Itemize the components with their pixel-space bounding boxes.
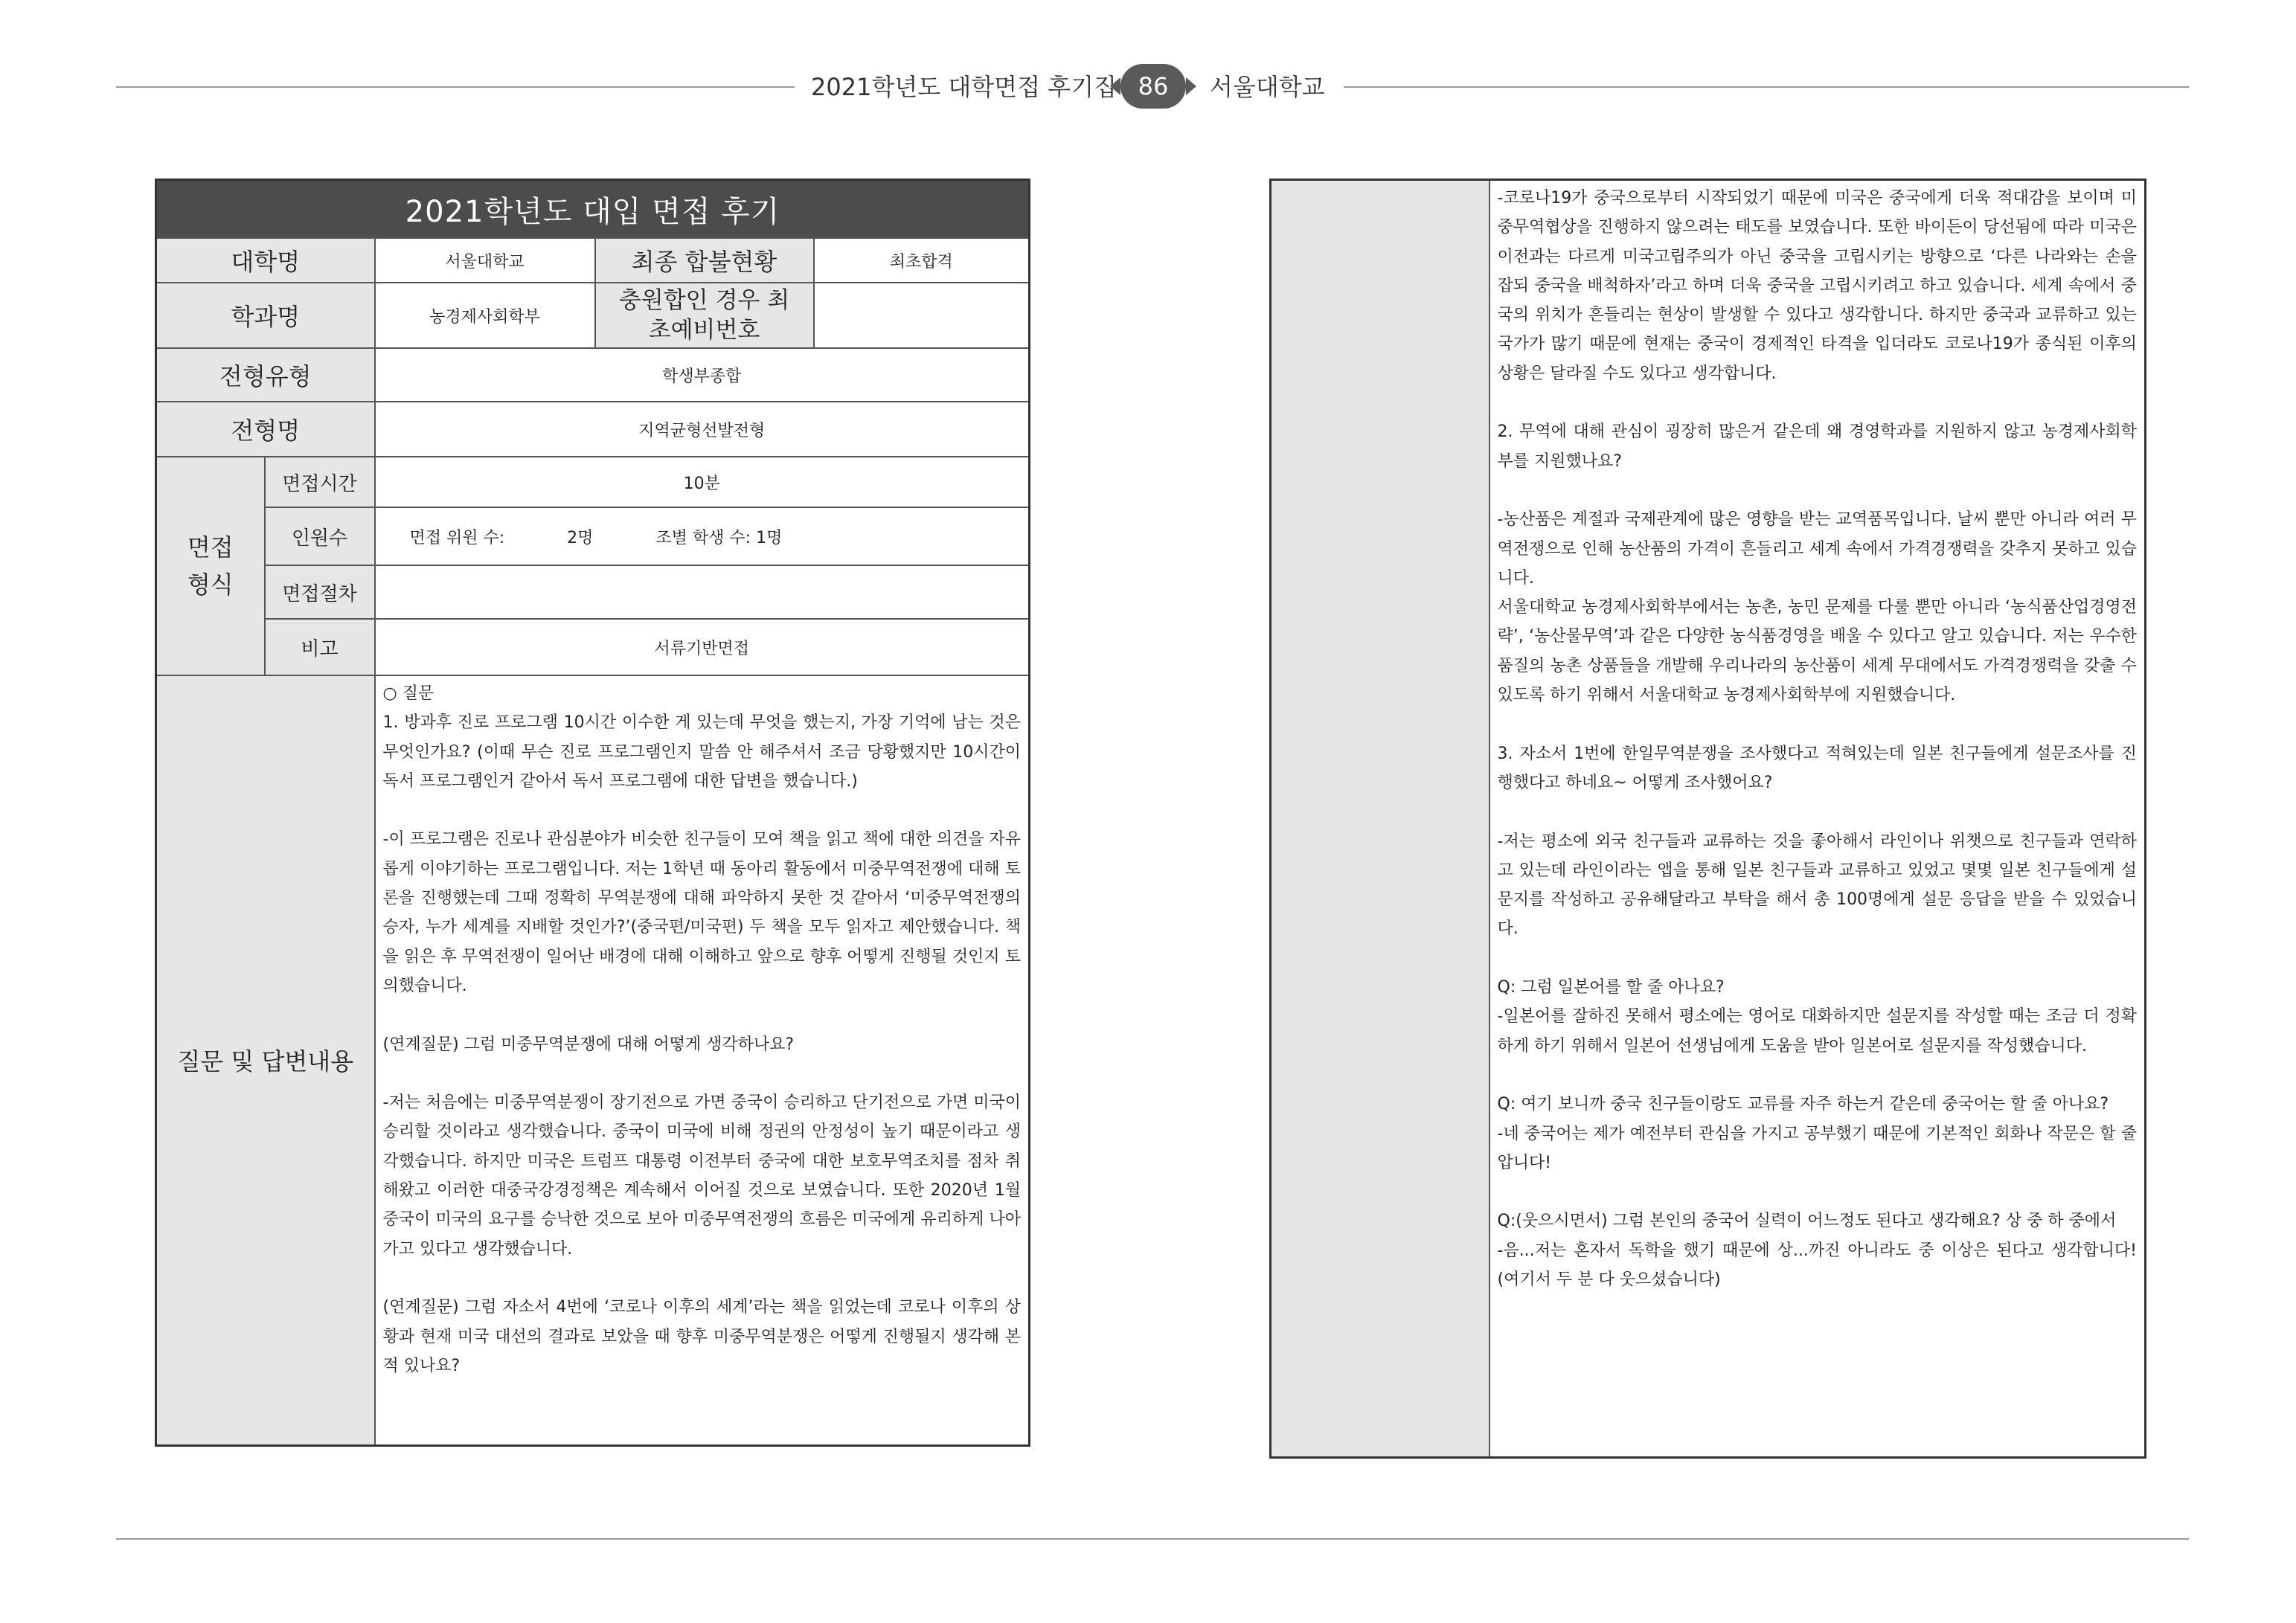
qa-paragraph: Q: 그럼 일본어를 할 줄 아나요?: [1497, 978, 1725, 997]
value-admission-track: 지역균형선발전형: [375, 402, 1030, 457]
label-university: 대학명: [156, 238, 375, 283]
continuation-label-cell: [1271, 180, 1489, 1458]
value-waitlist: [814, 283, 1030, 348]
header-rule-right: [1344, 86, 2189, 88]
header-rule-left: [116, 86, 795, 88]
paragraph-gap: [383, 796, 1022, 825]
qa-paragraph: -네 중국어는 제가 예전부터 관심을 가지고 공부했기 때문에 기본적인 회화나 작문은 할 줄 압니다!: [1497, 1124, 2137, 1172]
qa-paragraph: ○ 질문: [382, 684, 434, 703]
paragraph-gap: [383, 1059, 1022, 1088]
qa-paragraph: -농산품은 계절과 국제관계에 많은 영향을 받는 교역품목입니다. 날씨 뿐만 아니라 여러 무역전쟁으로 인해 농산품의 가격이 흔들리고 세계 속에서 가격경쟁력을 갖추지 못하고 있습니다.: [1497, 510, 2137, 588]
paragraph-gap: [1498, 476, 2138, 505]
qa-content-left: [375, 675, 1030, 1445]
qa-paragraph: -저는 처음에는 미중무역분쟁이 장기전으로 가면 중국이 승리하고 단기전으로 가면 미국이 승리할 것이라고 생각했습니다. 중국이 미국에 비해 정권의 안정성이 높기 때문이라고 생각했습니다. 하지만 미국은 트럼프 대통령 이전부터 중국에 대한 보호무역조치를 점차 취해왔고 이러한 대중국강경정책은 계속해서 이어질 것으로 보였습니다. 또한 2020년 1월 중국이 미국의 요구를 승낙한 것으로 보아 미중무역전쟁의 흐름은 미국에게 유리하게 나아가고 있다고 생각했습니다.: [382, 1093, 1022, 1259]
paragraph-gap: [383, 1264, 1022, 1293]
paragraph-gap: [1498, 1061, 2138, 1090]
label-waitlist: 충원합인 경우 최초예비번호: [595, 283, 814, 348]
header-school: 서울대학교: [1210, 73, 1325, 101]
footer-rule: [116, 1538, 2189, 1540]
label-duration: 면접시간: [265, 457, 375, 507]
qa-paragraph: 1. 방과후 진로 프로그램 10시간 이수한 게 있는데 무엇을 했는지, 가장 기억에 남는 것은 무엇인가요? (이때 무슨 진로 프로그램인지 말씀 안 해주셔서 조금 당황했지만 10시간이 독서 프로그램인거 같아서 독서 프로그램에 대한 답변을 했습니다.): [382, 713, 1022, 791]
qa-paragraph: (연계질문) 그럼 자소서 4번에 ‘코로나 이후의 세계’라는 책을 읽었는데 코로나 이후의 상황과 현재 미국 대선의 결과로 보았을 때 향후 미중무역분쟁은 어떻게 진행될지 생각해 본 적 있나요?: [382, 1298, 1022, 1375]
qa-paragraph: 3. 자소서 1번에 한일무역분쟁을 조사했다고 적혀있는데 일본 친구들에게 설문조사를 진행했다고 하네요~ 어떻게 조사했어요?: [1497, 744, 2137, 792]
paragraph-gap: [1498, 944, 2138, 973]
value-procedure: [375, 565, 1030, 619]
label-participants: 인원수: [265, 507, 375, 565]
label-admission-type: 전형유형: [156, 348, 375, 402]
label-qa: 질문 및 답변내용: [156, 675, 375, 1445]
label-interview-format: 면접 형식: [156, 457, 265, 675]
paragraph-gap: [1498, 710, 2138, 739]
label-note: 비고: [265, 619, 375, 675]
label-major: 학과명: [156, 283, 375, 348]
form-title: 2021학년도 대입 면접 후기: [156, 180, 1030, 239]
label-admission-track: 전형명: [156, 402, 375, 457]
qa-paragraph: 서울대학교 농경제사회학부에서는 농촌, 농민 문제를 다룰 뿐만 아니라 ‘농식품산업경영전략’, ‘농산물무역’과 같은 다양한 농식품경영을 배울 수 있다고 알고 있습니다. 저는 우수한 품질의 농촌 상품들을 개발해 우리나라의 농산품이 세계 무대에서도 가격경쟁력을 갖출 수 있도록 하기 위해서 서울대학교 농경제사회학부에 지원했습니다.: [1497, 598, 2137, 705]
paragraph-gap: [1498, 388, 2138, 417]
qa-continuation-table: [1269, 179, 2146, 1459]
qa-paragraph: 2. 무역에 대해 관심이 굉장히 많은거 같은데 왜 경영학과를 지원하지 않고 농경제사회학부를 지원했나요?: [1497, 422, 2137, 471]
qa-paragraph: -일본어를 잘하진 못해서 평소에는 영어로 대화하지만 설문지를 작성할 때는 조금 더 정확하게 하기 위해서 일본어 선생님에게 도움을 받아 일본어로 설문지를 작성했습니다.: [1497, 1007, 2137, 1055]
qa-paragraph: -저는 평소에 외국 친구들과 교류하는 것을 좋아해서 라인이나 위챗으로 친구들과 연락하고 있는데 라인이라는 앱을 통해 일본 친구들과 교류하고 있었고 몇몇 일본 친구들에게 설문지를 작성하고 공유해달라고 부탁을 해서 총 100명에게 설문 응답을 받을 수 있었습니다.: [1497, 832, 2137, 939]
paragraph-gap: [1498, 797, 2138, 826]
page-number-badge: 86: [1120, 64, 1186, 109]
students-per-group: 조별 학생 수: 1명: [655, 528, 783, 547]
value-final-status: 최초합격: [814, 238, 1030, 283]
value-participants: [375, 507, 1030, 565]
interviewers-count: 2명: [567, 528, 594, 547]
value-duration: 10분: [375, 457, 1030, 507]
qa-paragraph: Q: 여기 보니까 중국 친구들이랑도 교류를 자주 하는거 같은데 중국어는 할 줄 아나요?: [1497, 1095, 2109, 1114]
value-note: 서류기반면접: [375, 619, 1030, 675]
header-title: 2021학년도 대학면접 후기집: [811, 73, 1117, 101]
interviewers-label: 면접 위원 수:: [409, 528, 505, 547]
value-major: 농경제사회학부: [375, 283, 595, 348]
value-university: 서울대학교: [375, 238, 595, 283]
qa-paragraph: -코로나19가 중국으로부터 시작되었기 때문에 미국은 중국에게 더욱 적대감을 보이며 미중무역협상을 진행하지 않으려는 태도를 보였습니다. 또한 바이든이 당선됨에 따라 미국은 이전과는 다르게 미국고립주의가 아닌 중국을 고립시키는 방향으로 ‘다른 나라와는 손을 잡되 중국을 배척하자’라고 하며 더욱 중국을 고립시키려고 하고 있습니다. 세계 속에서 중국의 위치가 흔들리는 현상이 발생할 수 있다고 생각합니다. 하지만 중국과 교류하고 있는 국가가 많기 때문에 현재는 중국이 경제적인 타격을 입더라도 코로나19가 종식된 이후의 상황은 달라질 수도 있다고 생각합니다.: [1497, 189, 2137, 383]
paragraph-gap: [383, 1000, 1022, 1029]
value-admission-type: 학생부종합: [375, 348, 1030, 402]
qa-content-right: [1489, 180, 2146, 1458]
qa-paragraph: (연계질문) 그럼 미중무역분쟁에 대해 어떻게 생각하나요?: [382, 1035, 795, 1054]
interview-form-table: [155, 179, 1030, 1447]
paragraph-gap: [1498, 1177, 2138, 1206]
qa-paragraph: Q:(웃으시면서) 그럼 본인의 중국어 실력이 어느정도 된다고 생각해요? 상 중 하 중에서: [1497, 1212, 2117, 1231]
qa-paragraph: -음...저는 혼자서 독학을 했기 때문에 상...까진 아니라도 중 이상은 된다고 생각합니다! (여기서 두 분 다 웃으셨습니다): [1497, 1241, 2137, 1289]
label-final-status: 최종 합불현황: [595, 238, 814, 283]
label-procedure: 면접절차: [265, 565, 375, 619]
qa-paragraph: -이 프로그램은 진로나 관심분야가 비슷한 친구들이 모여 책을 읽고 책에 대한 의견을 자유롭게 이야기하는 프로그램입니다. 저는 1학년 때 동아리 활동에서 미중무역전쟁에 대해 토론을 진행했는데 그때 정확히 무역분쟁에 대해 파악하지 못한 것 같아서 ‘미중무역전쟁의 승자, 누가 세계를 지배할 것인가?’(중국편/미국편) 두 책을 모두 읽자고 제안했습니다. 책을 읽은 후 무역전쟁이 일어난 배경에 대해 이해하고 앞으로 향후 어떻게 진행될 것인지 토의했습니다.: [382, 830, 1022, 995]
